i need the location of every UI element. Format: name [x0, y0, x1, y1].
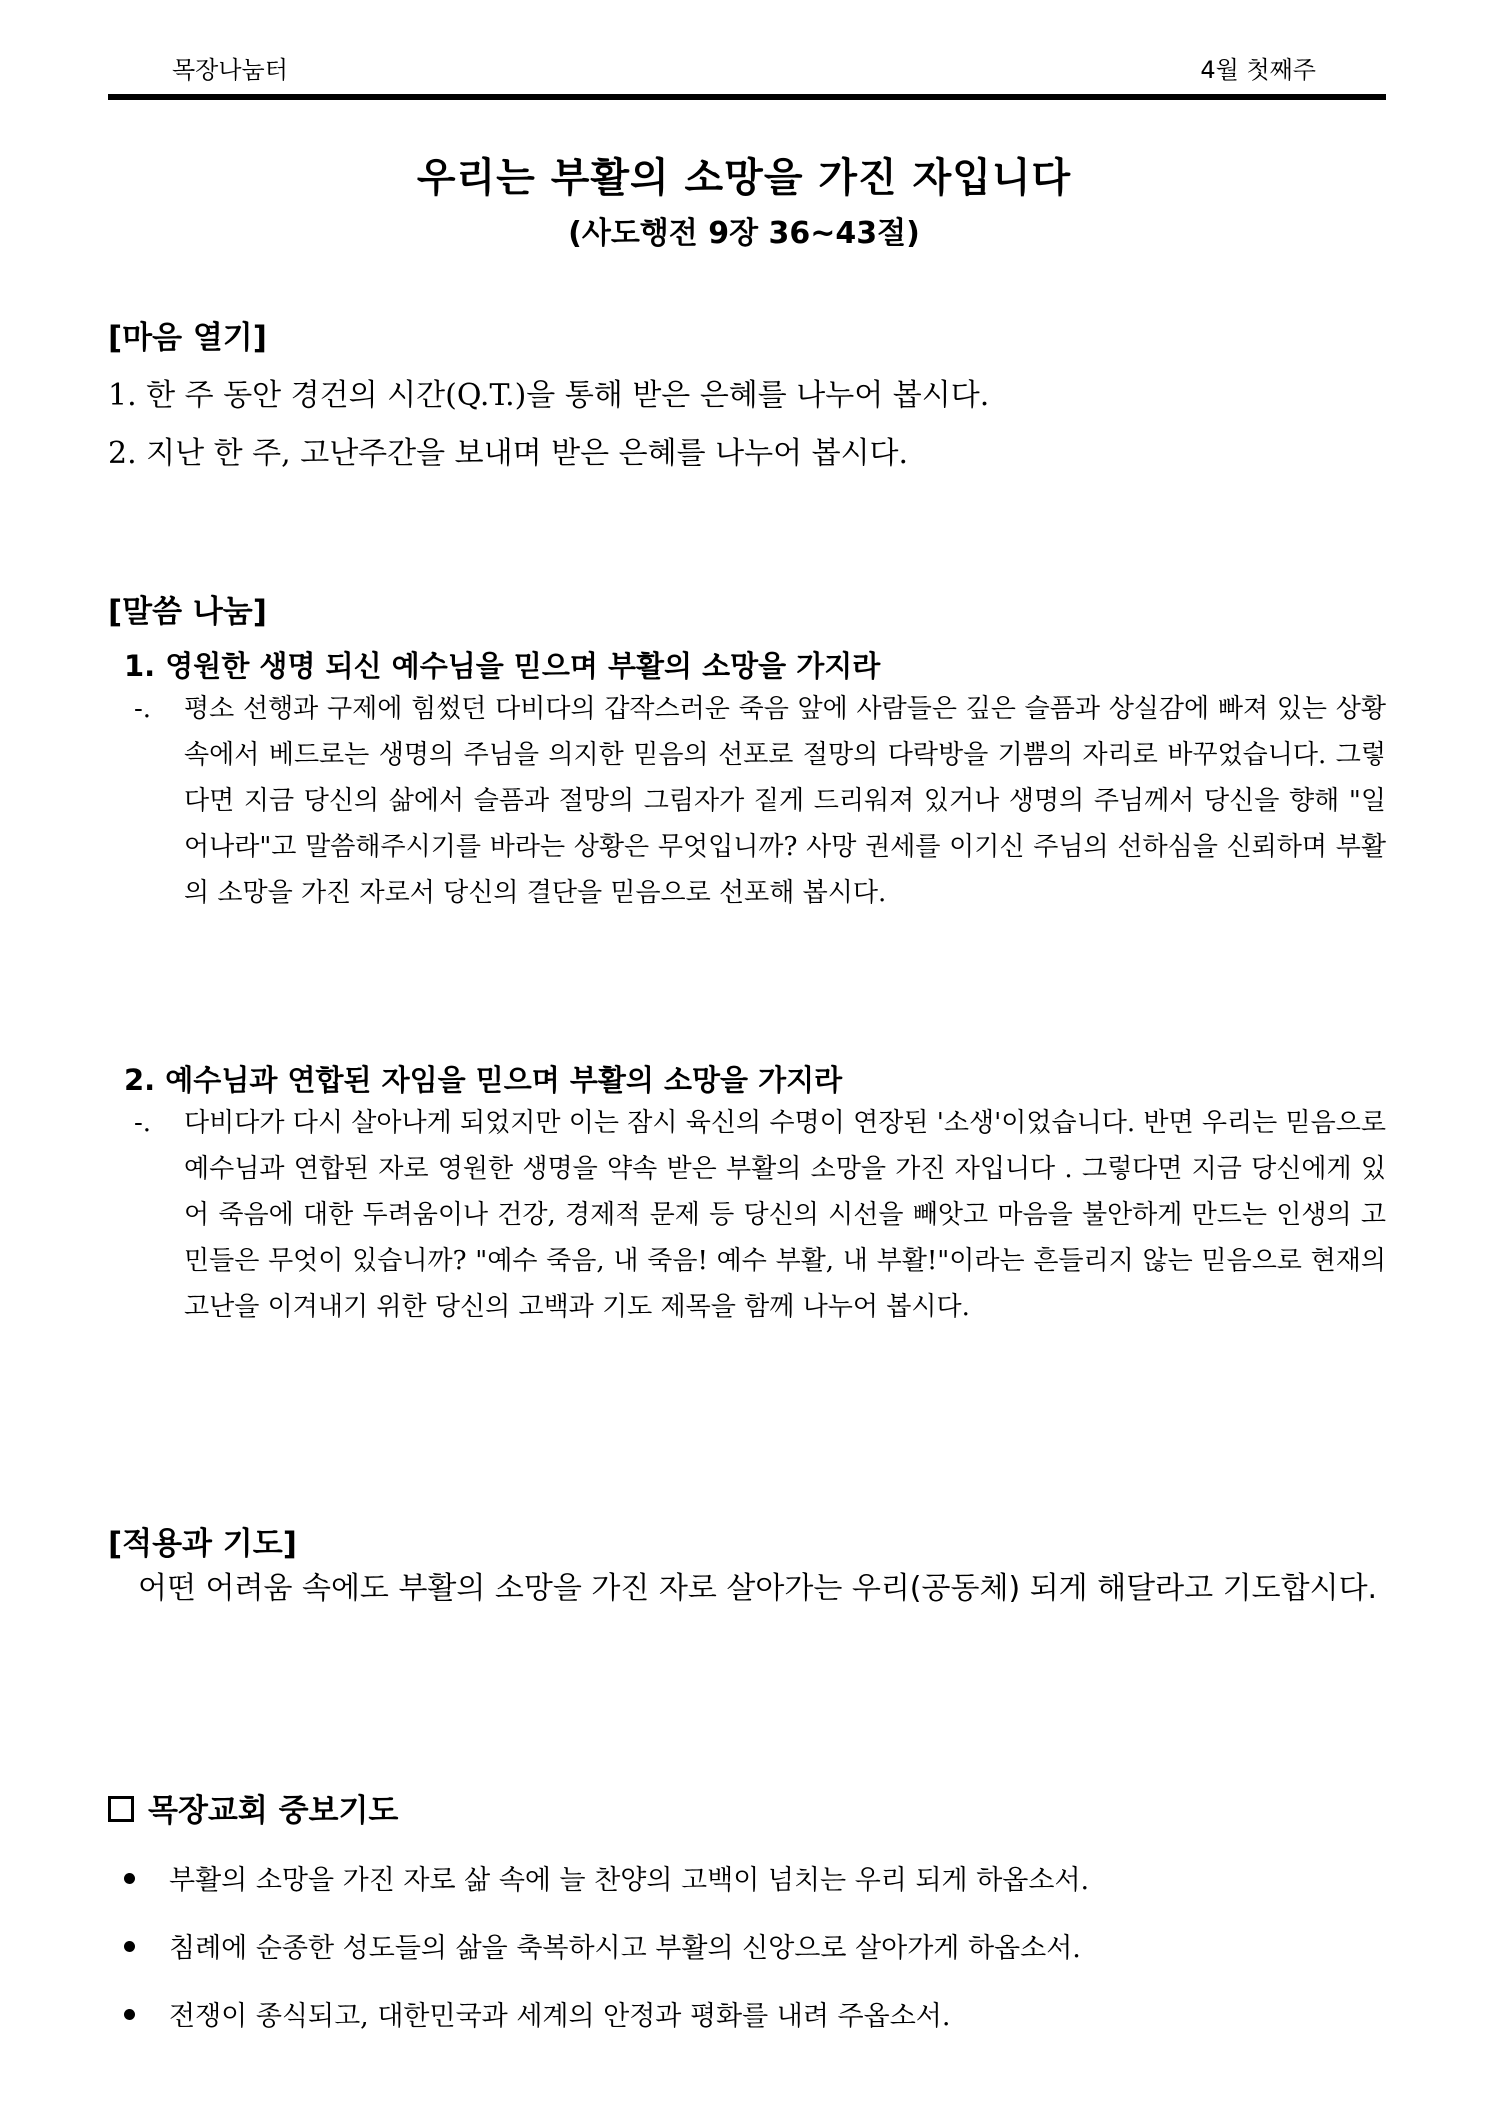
- page-subtitle: (사도행전 9장 36~43절): [568, 216, 920, 251]
- dash-marker: -.: [134, 694, 152, 724]
- page-title: 우리는 부활의 소망을 가진 자입니다: [416, 155, 1072, 201]
- bullet-icon: [124, 2009, 135, 2020]
- header-left-label: 목장나눔터: [172, 56, 288, 84]
- prayer-item-text: 침례에 순종한 성도들의 삶을 축복하시고 부활의 신앙으로 살아가게 하옵소서.: [169, 1933, 1081, 1964]
- header-rule: [108, 94, 1386, 100]
- sharing-item-2-title: 2. 예수님과 연합된 자임을 믿으며 부활의 소망을 가지라: [124, 1063, 843, 1097]
- prayer-item: [124, 1858, 1089, 1897]
- opening-line-1: 1. 한 주 동안 경건의 시간(Q.T.)을 통해 받은 은혜를 나누어 봅시다.: [108, 378, 990, 413]
- prayer-item-text: 부활의 소망을 가진 자로 삶 속에 늘 찬양의 고백이 넘치는 우리 되게 하옵소서.: [169, 1865, 1090, 1896]
- checkbox-icon: [108, 1796, 134, 1822]
- sharing-item-1-title: 1. 영원한 생명 되신 예수님을 믿으며 부활의 소망을 가지라: [124, 649, 881, 683]
- opening-heading: [마음 열기]: [108, 320, 267, 356]
- sharing-heading: [말씀 나눔]: [108, 594, 267, 630]
- header-right-label: 4월 첫째주: [1200, 56, 1316, 84]
- intercession-heading-row: [108, 1785, 398, 1830]
- sharing-item-1-body: [134, 686, 1386, 916]
- sharing-item-2-body: [134, 1100, 1386, 1330]
- sharing-item-1-text: 평소 선행과 구제에 힘썼던 다비다의 갑작스러운 죽음 앞에 사람들은 깊은 슬픔과 상실감에 빠져 있는 상황속에서 베드로는 생명의 주님을 의지한 믿음의 선포로 절망의 다락방을 기쁨의 자리로 바꾸었습니다. 그렇다면 지금 당신의 삶에서 슬픔과 절망의 그림자가 짙게 드리워져 있거나 생명의 주님께서 당신을 향해 "일어나라"고 말씀해주시기를 바라는 상황은 무엇입니까? 사망 권세를 이기신 주님의 선하심을 신뢰하며 부활의 소망을 가진 자로서 당신의 결단을 믿음으로 선포해 봅시다.: [184, 694, 1386, 908]
- sharing-item-2-text: 다비다가 다시 살아나게 되었지만 이는 잠시 육신의 수명이 연장된 '소생'이었습니다. 반면 우리는 믿음으로 예수님과 연합된 자로 영원한 생명을 약속 받은 부활의 소망을 가진 자입니다 . 그렇다면 지금 당신에게 있어 죽음에 대한 두려움이나 건강, 경제적 문제 등 당신의 시선을 빼앗고 마음을 불안하게 만드는 인생의 고민들은 무엇이 있습니까? "예수 죽음, 내 죽음! 예수 부활, 내 부활!"이라는 흔들리지 않는 믿음으로 현재의 고난을 이겨내기 위한 당신의 고백과 기도 제목을 함께 나누어 봅시다.: [184, 1108, 1386, 1322]
- prayer-item: [124, 1994, 950, 2033]
- bullet-icon: [124, 1941, 135, 1952]
- prayer-item-text: 전쟁이 종식되고, 대한민국과 세계의 안정과 평화를 내려 주옵소서.: [169, 2001, 951, 2032]
- application-text: 어떤 어려움 속에도 부활의 소망을 가진 자로 살아가는 우리(공동체) 되게 해달라고 기도합시다.: [138, 1571, 1378, 1606]
- dash-marker: -.: [134, 1108, 152, 1138]
- bullet-icon: [124, 1873, 135, 1884]
- opening-line-2: 2. 지난 한 주, 고난주간을 보내며 받은 은혜를 나누어 봅시다.: [108, 436, 909, 471]
- intercession-heading: 목장교회 중보기도: [148, 1793, 399, 1829]
- application-heading: [적용과 기도]: [108, 1526, 297, 1562]
- prayer-item: [124, 1926, 1081, 1965]
